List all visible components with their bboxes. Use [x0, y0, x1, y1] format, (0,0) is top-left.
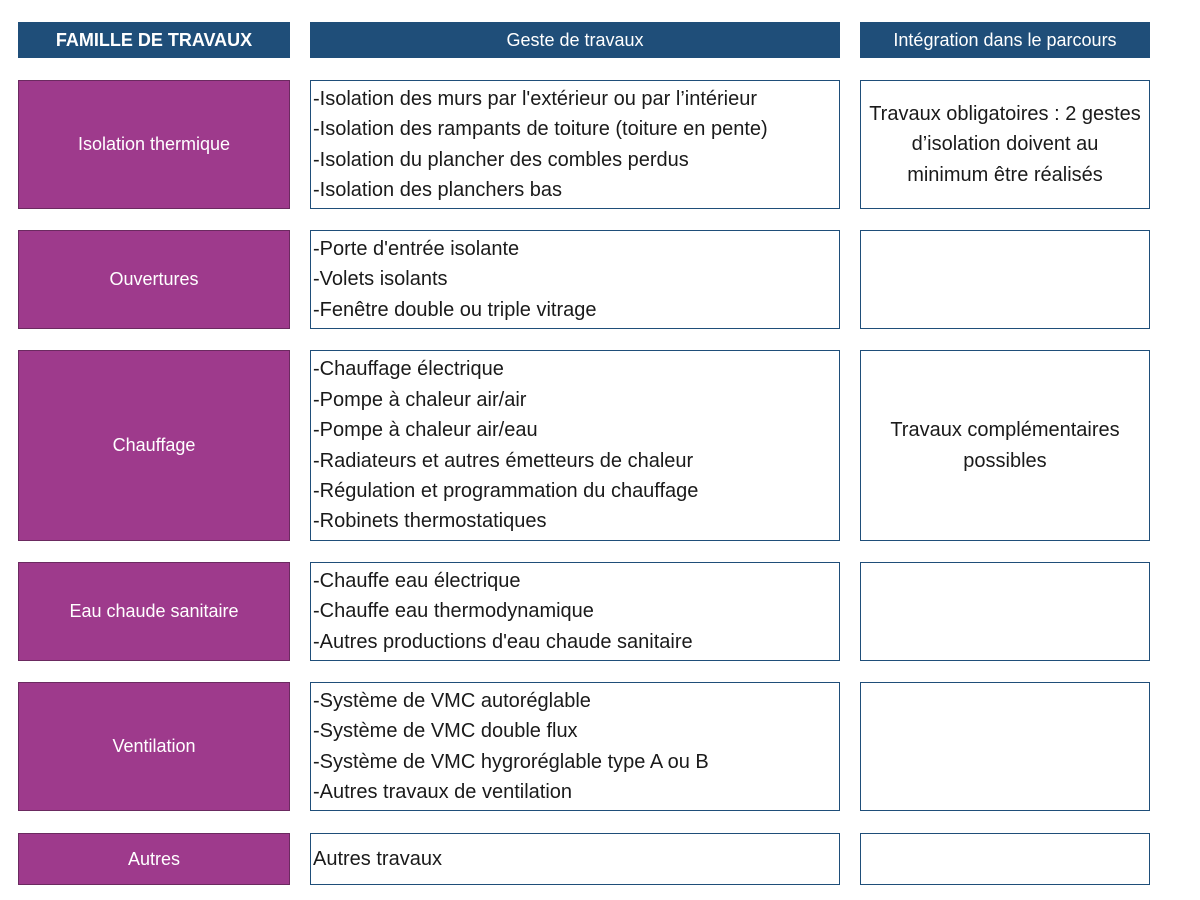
geste-item: -Système de VMC double flux — [313, 720, 578, 743]
gestes-ouvertures — [310, 230, 840, 329]
geste-item: -Isolation des planchers bas — [313, 178, 563, 201]
geste-item: -Système de VMC hygroréglable type A ou B — [313, 750, 709, 773]
geste-item: -Autres travaux de ventilation — [313, 780, 573, 803]
geste-item: -Isolation des murs par l'extérieur ou par l’intérieur — [313, 87, 758, 110]
gestes-ventilation — [310, 682, 840, 811]
geste-item: -Chauffage électrique — [313, 358, 504, 381]
integration-ouvertures — [860, 230, 1150, 329]
geste-item: -Pompe à chaleur air/eau — [313, 419, 538, 442]
geste-item: -Isolation des rampants de toiture (toiture en pente) — [313, 118, 768, 141]
header-integration-parcours: Intégration dans le parcours — [860, 22, 1150, 58]
famille-autres: Autres — [18, 833, 290, 885]
integration-autres — [860, 833, 1150, 885]
geste-item: -Radiateurs et autres émetteurs de chaleur — [313, 449, 694, 472]
famille-ouvertures: Ouvertures — [18, 230, 290, 329]
geste-item: -Pompe à chaleur air/air — [313, 388, 527, 411]
geste-item: -Chauffe eau thermodynamique — [313, 600, 594, 623]
header-geste-de-travaux: Geste de travaux — [310, 22, 840, 58]
integration-ventilation — [860, 682, 1150, 811]
famille-eau-chaude-sanitaire: Eau chaude sanitaire — [18, 562, 290, 661]
gestes-chauffage — [310, 350, 840, 541]
geste-item: -Isolation du plancher des combles perdus — [313, 148, 689, 171]
geste-item: -Système de VMC autoréglable — [313, 689, 591, 712]
geste-item: -Robinets thermostatiques — [313, 510, 547, 533]
geste-item: Autres travaux — [313, 847, 442, 870]
integration-eau-chaude-sanitaire — [860, 562, 1150, 661]
geste-item: -Autres productions d'eau chaude sanitaire — [313, 630, 693, 653]
integration-chauffage: Travaux complémentaires possibles — [860, 350, 1150, 541]
geste-item: -Chauffe eau électrique — [313, 569, 521, 592]
famille-ventilation: Ventilation — [18, 682, 290, 811]
geste-item: -Fenêtre double ou triple vitrage — [313, 298, 597, 321]
famille-isolation-thermique: Isolation thermique — [18, 80, 290, 209]
geste-item: -Porte d'entrée isolante — [313, 237, 520, 260]
header-famille-de-travaux: FAMILLE DE TRAVAUX — [18, 22, 290, 58]
geste-item: -Volets isolants — [313, 268, 448, 291]
gestes-eau-chaude-sanitaire — [310, 562, 840, 661]
gestes-isolation-thermique — [310, 80, 840, 209]
gestes-autres — [310, 833, 840, 885]
geste-item: -Régulation et programmation du chauffage — [313, 479, 699, 502]
famille-chauffage: Chauffage — [18, 350, 290, 541]
integration-isolation-thermique: Travaux obligatoires : 2 gestes d’isolation doivent au minimum être réalisés — [860, 80, 1150, 209]
